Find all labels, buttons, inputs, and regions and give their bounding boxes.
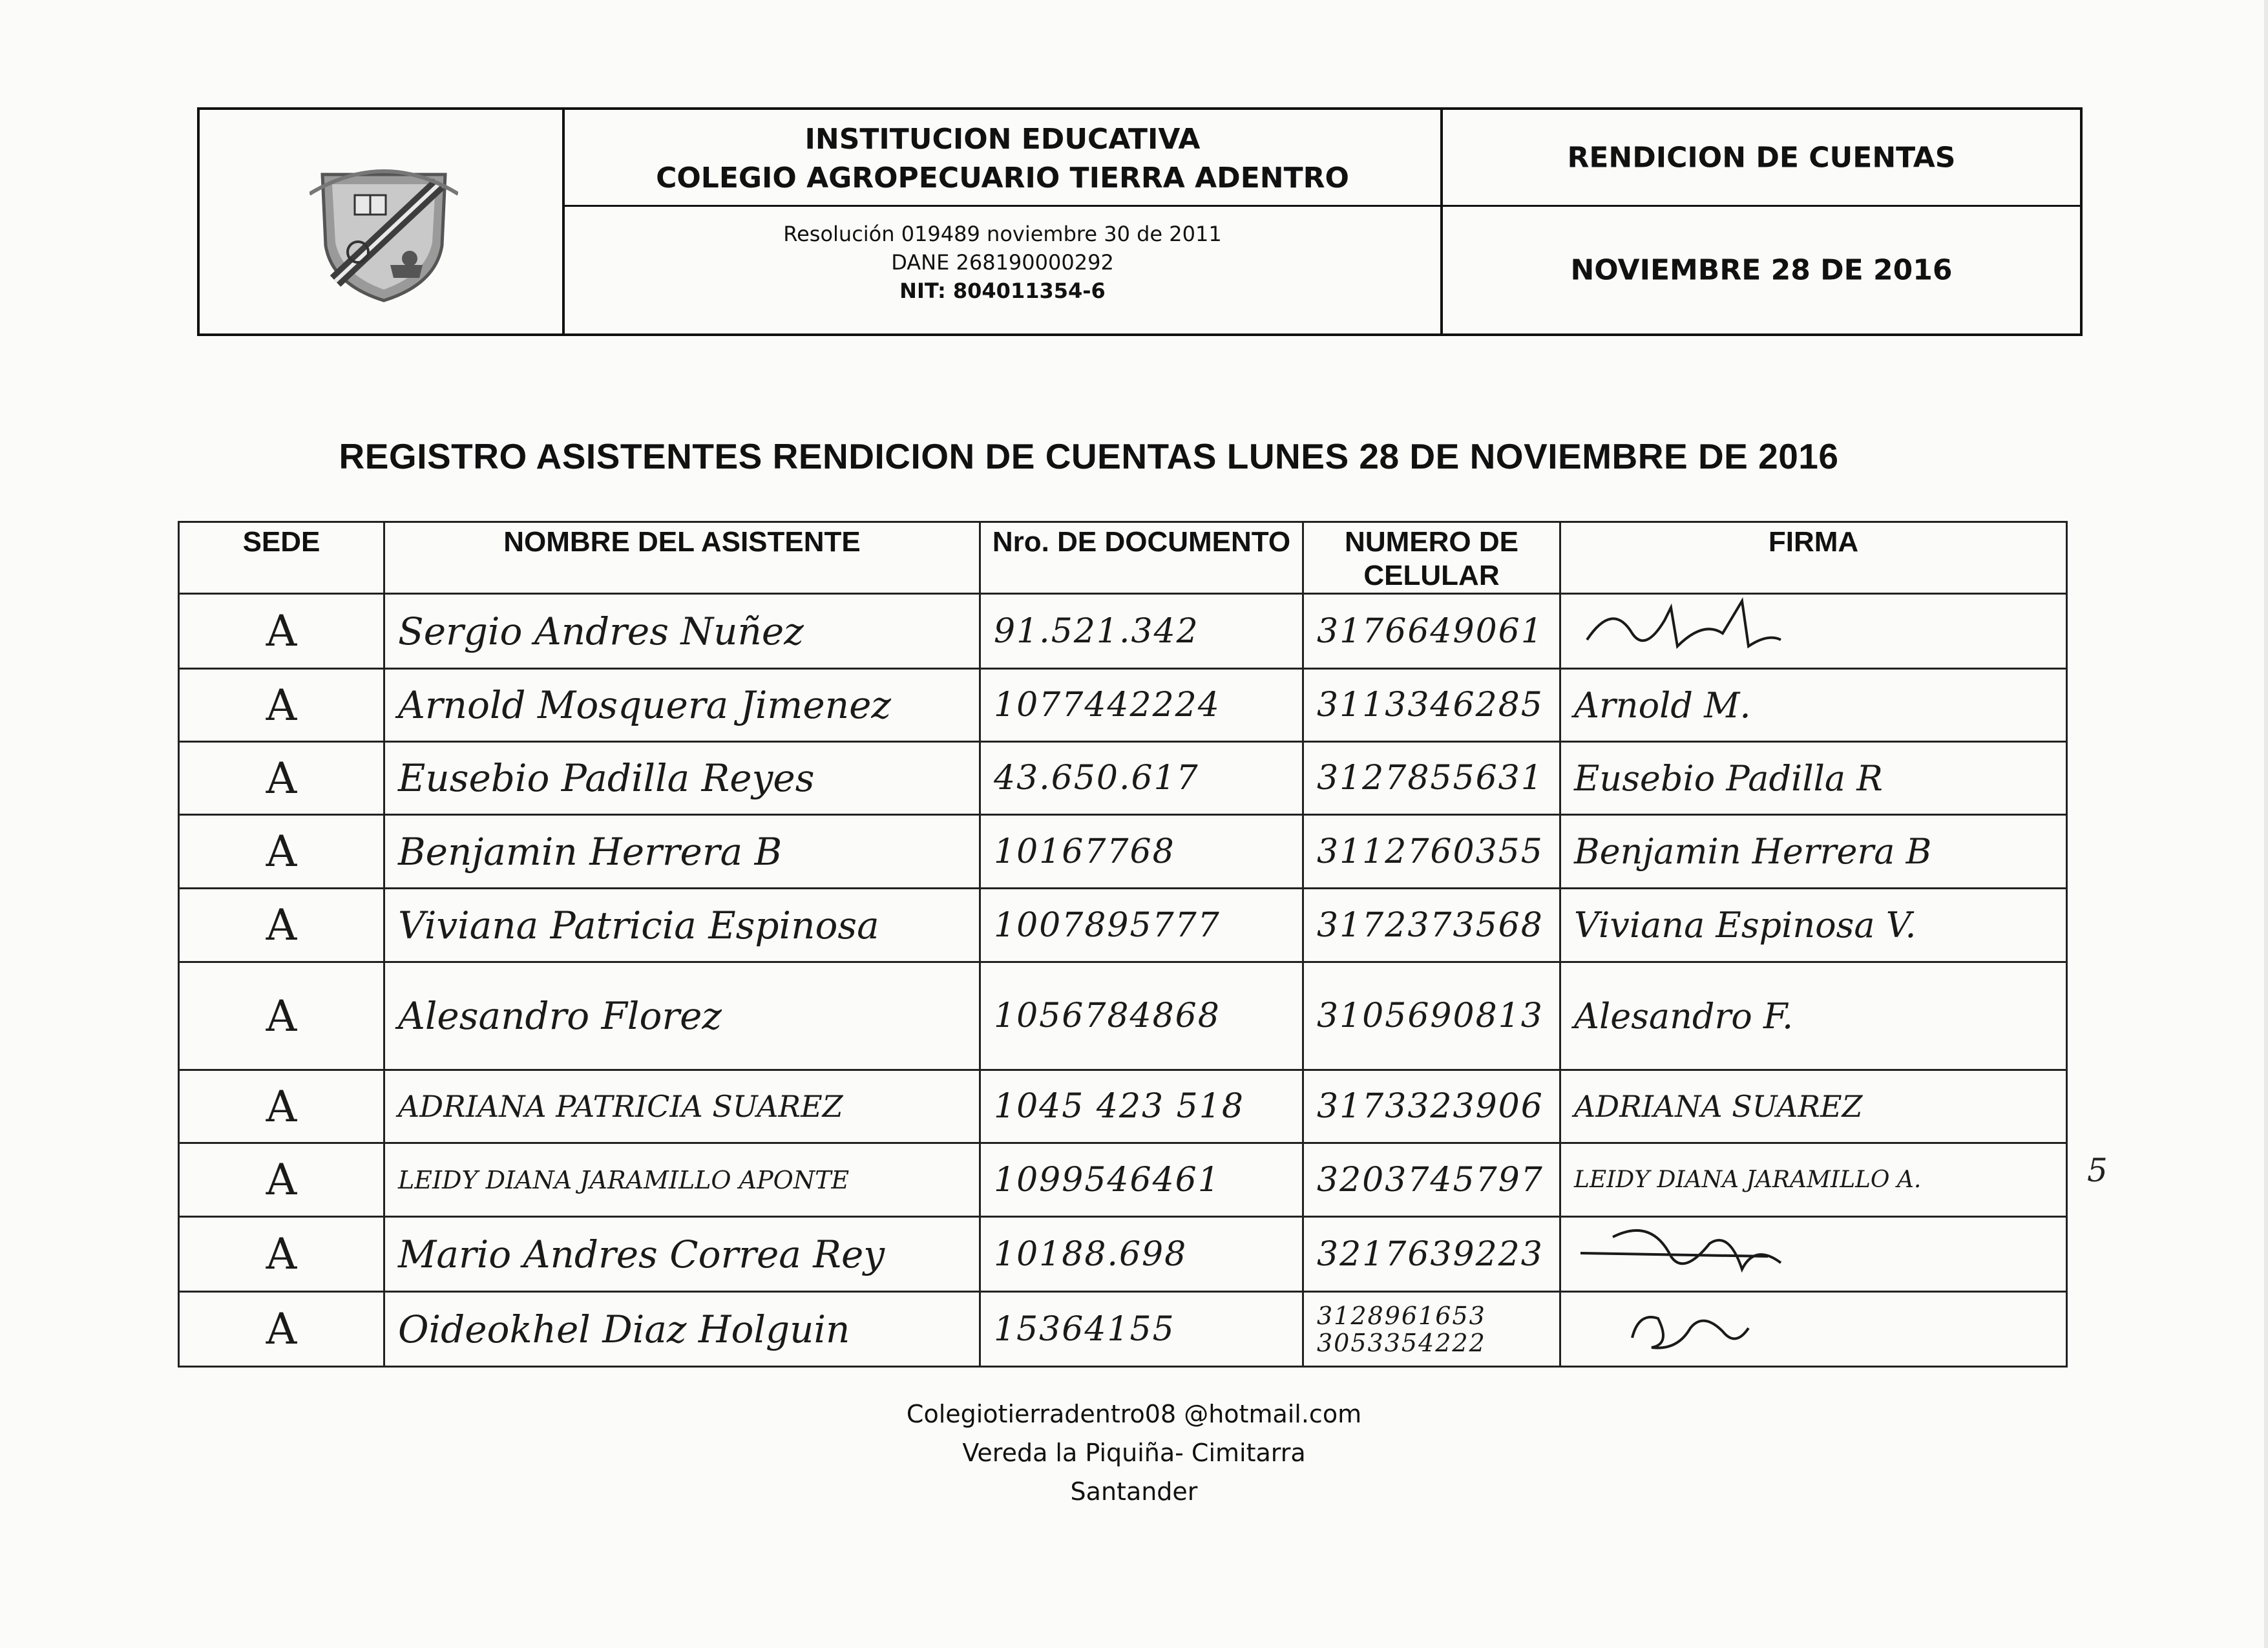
header-box [197,107,2083,336]
cell-firma: Arnold M. [1560,669,2067,742]
col-header-nombre: NOMBRE DEL ASISTENTE [384,522,980,594]
table-row [179,815,2067,889]
cell-celular: 3127855631 [1303,742,1560,815]
celular-line-1: 3128961653 [1317,1301,1486,1330]
nit-text: NIT: 804011354-6 [899,279,1106,303]
cell-documento: 43.650.617 [980,742,1303,815]
cell-nombre: Benjamin Herrera B [384,815,980,889]
table-row [179,594,2067,669]
cell-celular: 3112760355 [1303,815,1560,889]
table-row [179,669,2067,742]
col-header-firma: FIRMA [1560,522,2067,594]
cell-documento: 15364155 [980,1292,1303,1367]
cell-documento: 1077442224 [980,669,1303,742]
cell-nombre: ADRIANA PATRICIA SUAREZ [384,1070,980,1143]
dane-text: DANE 268190000292 [891,250,1114,275]
cell-nombre: Oideokhel Diaz Holguin [384,1292,980,1367]
cell-documento: 91.521.342 [980,594,1303,669]
institution-line-1: INSTITUCION EDUCATIVA [804,123,1201,156]
cell-nombre: Alesandro Florez [384,962,980,1070]
cell-firma: Viviana Espinosa V. [1560,889,2067,962]
cell-documento: 10188.698 [980,1217,1303,1292]
table-row [179,1292,2067,1367]
document-type-cell [1443,110,2080,207]
cell-documento: 1056784868 [980,962,1303,1070]
footer-email: Colegiotierradentro08 @hotmail.com [906,1400,1362,1428]
cell-nombre: Eusebio Padilla Reyes [384,742,980,815]
cell-sede: A [179,1292,384,1367]
cell-celular: 3172373568 [1303,889,1560,962]
signature-icon [1574,1218,1787,1282]
cell-firma: LEIDY DIANA JARAMILLO A. [1560,1143,2067,1217]
cell-documento: 10167768 [980,815,1303,889]
table-row [179,1143,2067,1217]
attendee-table [178,521,2068,1368]
document-type: RENDICION DE CUENTAS [1567,141,1956,174]
cell-sede: A [179,742,384,815]
cell-sede: A [179,1217,384,1292]
cell-celular: 3105690813 [1303,962,1560,1070]
cell-documento: 1007895777 [980,889,1303,962]
cell-sede: A [179,889,384,962]
cell-sede: A [179,962,384,1070]
table-row [179,1217,2067,1292]
cell-firma [1560,1217,2067,1292]
document-date-cell [1443,207,2080,333]
cell-sede: A [179,669,384,742]
cell-sede: A [179,1070,384,1143]
footer [0,1395,2268,1511]
cell-nombre: Sergio Andres Nuñez [384,594,980,669]
col-header-sede: SEDE [179,522,384,594]
cell-sede: A [179,815,384,889]
cell-celular: 3203745797 [1303,1143,1560,1217]
cell-celular: 3113346285 [1303,669,1560,742]
margin-note: 5 [2087,1152,2108,1189]
cell-firma [1560,594,2067,669]
footer-address: Vereda la Piquiña- Cimitarra [962,1439,1306,1467]
cell-documento: 1045 423 518 [980,1070,1303,1143]
col-header-documento: Nro. DE DOCUMENTO [980,522,1303,594]
cell-celular: 3173323906 [1303,1070,1560,1143]
col-header-celular: NUMERO DE CELULAR [1303,522,1560,594]
footer-region: Santander [1070,1477,1198,1506]
school-crest-icon [310,155,458,304]
table-row [179,962,2067,1070]
cell-documento: 1099546461 [980,1143,1303,1217]
cell-celular: 3176649061 [1303,594,1560,669]
cell-firma: Alesandro F. [1560,962,2067,1070]
logo-cell [200,110,565,333]
document-date: NOVIEMBRE 28 DE 2016 [1570,253,1953,287]
cell-nombre: Arnold Mosquera Jimenez [384,669,980,742]
table-row [179,1070,2067,1143]
institution-name-cell [565,110,1443,207]
cell-nombre: LEIDY DIANA JARAMILLO APONTE [384,1143,980,1217]
table-row [179,742,2067,815]
cell-nombre: Mario Andres Correa Rey [384,1217,980,1292]
page-title: REGISTRO ASISTENTES RENDICION DE CUENTAS LUNES 28 DE NOVIEMBRE DE 2016 [339,436,1839,476]
cell-firma: Eusebio Padilla R [1560,742,2067,815]
cell-celular [1303,1292,1560,1367]
cell-firma: Benjamin Herrera B [1560,815,2067,889]
registration-cell [565,207,1443,333]
cell-celular: 3217639223 [1303,1217,1560,1292]
table-row [179,889,2067,962]
table-header-row [179,522,2067,594]
cell-firma [1560,1292,2067,1367]
cell-sede: A [179,1143,384,1217]
resolution-text: Resolución 019489 noviembre 30 de 2011 [783,222,1222,246]
cell-firma: ADRIANA SUAREZ [1560,1070,2067,1143]
signature-icon [1574,595,1787,659]
cell-nombre: Viviana Patricia Espinosa [384,889,980,962]
cell-sede: A [179,594,384,669]
signature-icon [1574,1293,1787,1357]
institution-line-2: COLEGIO AGROPECUARIO TIERRA ADENTRO [656,162,1349,195]
celular-line-2: 3053354222 [1317,1328,1486,1357]
